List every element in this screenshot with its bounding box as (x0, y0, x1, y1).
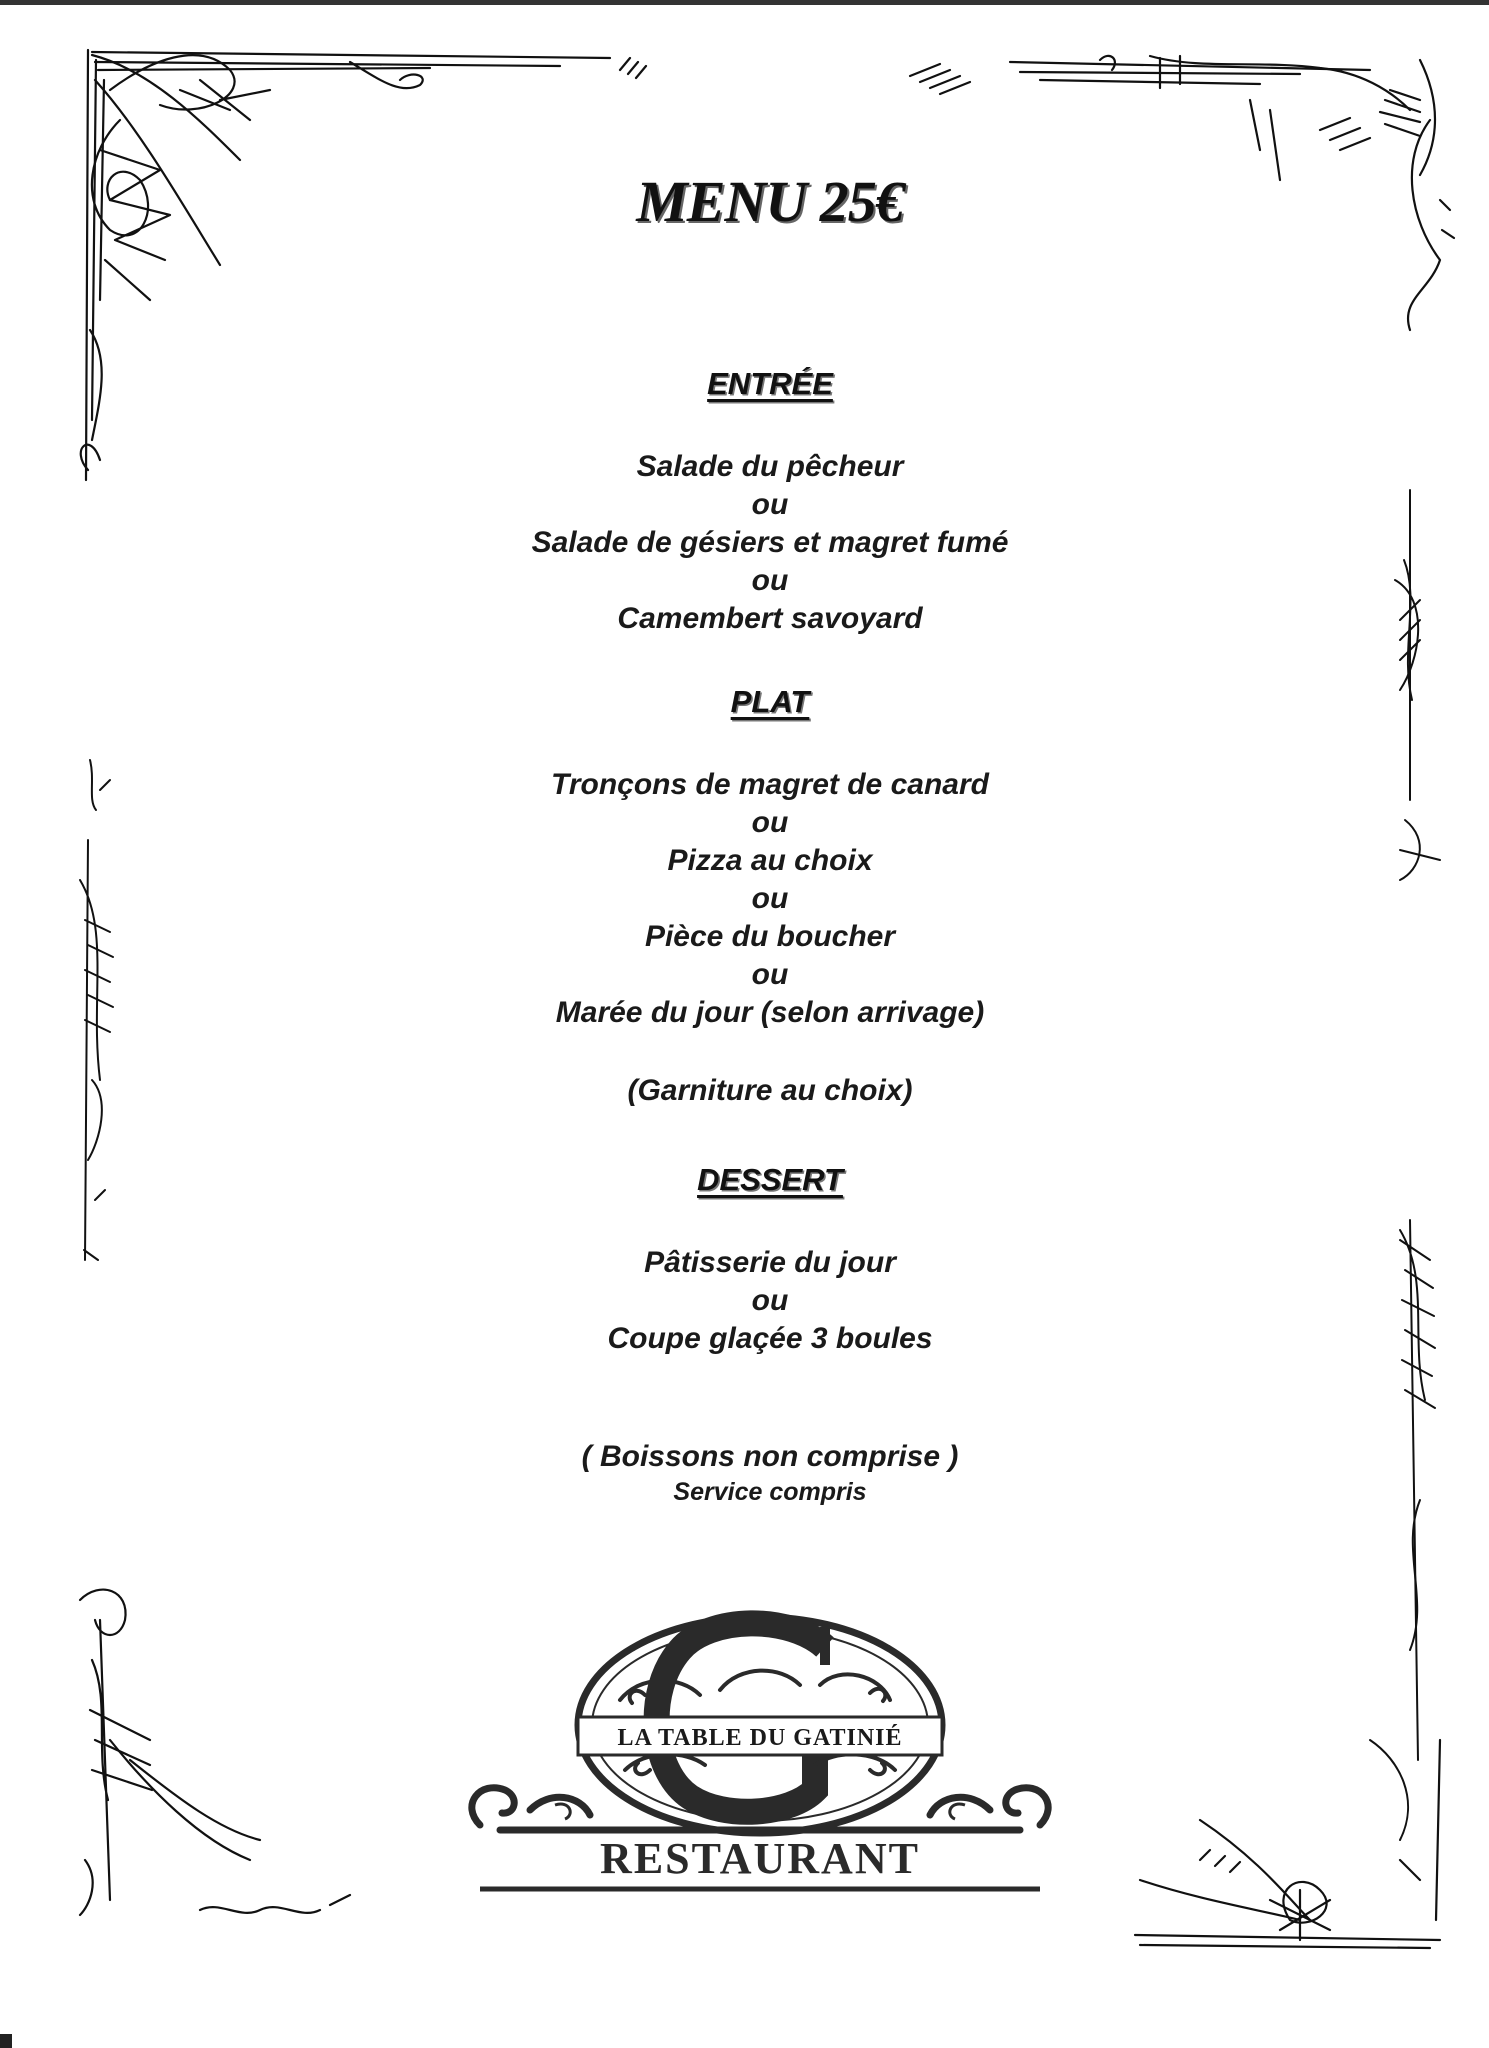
menu-item: Marée du jour (selon arrivage) (555, 996, 985, 1029)
logo-name: LA TABLE DU GATINIÉ (617, 1725, 903, 1751)
menu-item: Coupe glaçée 3 boules (607, 1322, 933, 1355)
menu-content (340, 0, 1200, 1560)
menu-item: Salade du pêcheur (636, 450, 904, 483)
menu-title: MENU 25€ (636, 169, 904, 234)
service-note: Service compris (673, 1478, 867, 1506)
menu-item: Pizza au choix (667, 844, 873, 877)
section-heading-plat: PLAT (730, 684, 810, 719)
separator-or: ou (751, 564, 789, 597)
menu-item: Pâtisserie du jour (644, 1246, 896, 1279)
garnish-note: (Garniture au choix) (627, 1074, 913, 1107)
left-side-flourish-icon (80, 760, 113, 1260)
separator-or: ou (751, 958, 789, 991)
separator-or: ou (751, 882, 789, 915)
separator-or: ou (751, 488, 789, 521)
menu-item: Camembert savoyard (617, 602, 923, 635)
drinks-note: ( Boissons non comprise ) (581, 1440, 959, 1473)
bottom-right-flourish-icon (1135, 1740, 1440, 1948)
section-heading-dessert: DESSERT (697, 1162, 843, 1197)
right-side-flourish-icon (1370, 490, 1440, 1840)
menu-item: Tronçons de magret de canard (551, 768, 989, 801)
section-heading-entree: ENTRÉE (707, 366, 833, 401)
menu-item: Pièce du boucher (644, 920, 896, 953)
logo-subtitle: RESTAURANT (600, 1834, 920, 1883)
monogram-g-logo-icon (460, 1605, 1060, 1905)
separator-or: ou (751, 1284, 789, 1317)
separator-or: ou (751, 806, 789, 839)
menu-item: Salade de gésiers et magret fumé (531, 526, 1009, 559)
bottom-left-flourish-icon (80, 1590, 350, 1915)
